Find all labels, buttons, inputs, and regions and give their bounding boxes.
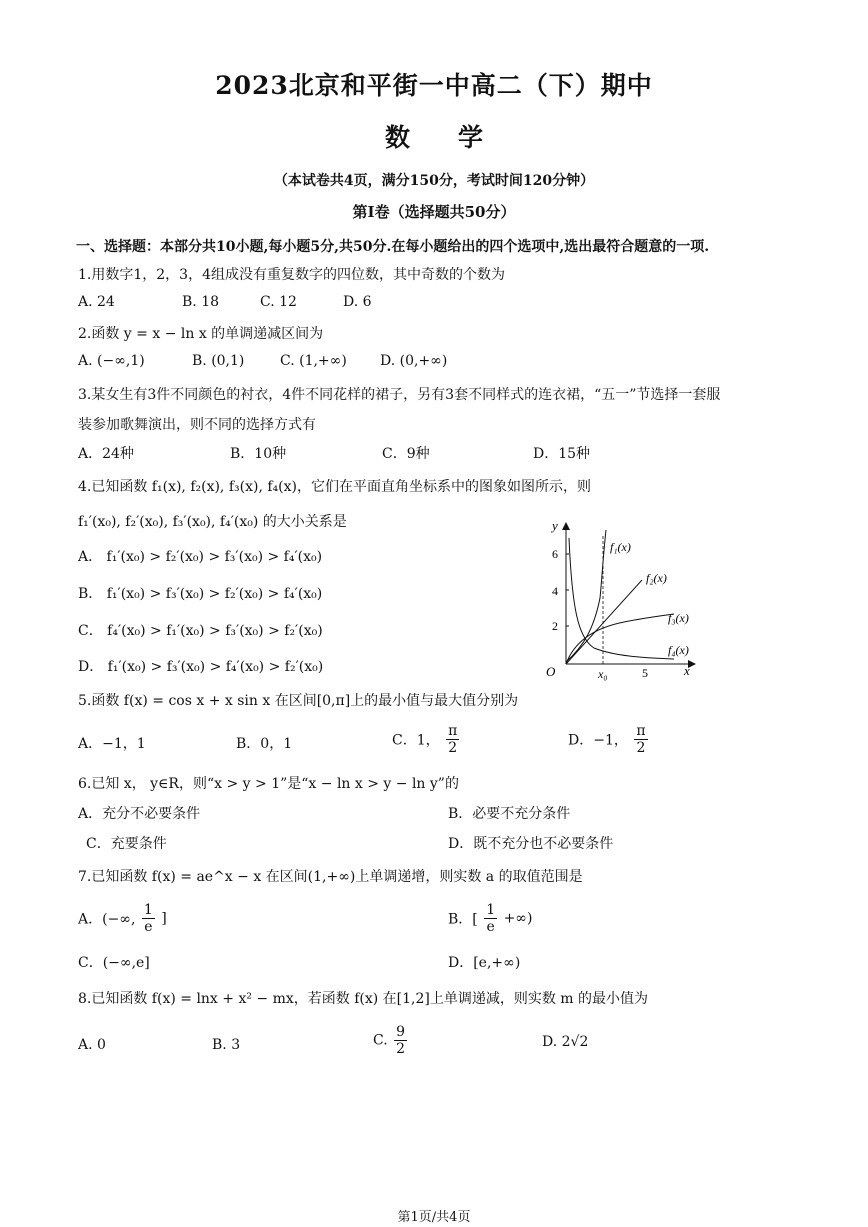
q6-option-a: A．充分不必要条件 xyxy=(78,806,201,822)
q2-option-c: C. (1,+∞) xyxy=(280,353,347,369)
q8-option-c-fraction xyxy=(394,1024,407,1057)
y-tick-4: 4 xyxy=(552,584,558,598)
origin-label: O xyxy=(546,664,556,679)
y-tick-6: 6 xyxy=(552,547,558,561)
x-tick-x0: x₀ xyxy=(598,667,608,681)
q3-option-d: D．15种 xyxy=(533,446,591,462)
q7-option-a-label: A．(−∞, xyxy=(78,911,136,928)
fraction-numerator: 1 xyxy=(143,902,153,918)
q5-option-d-label: D．−1， xyxy=(568,732,628,749)
fraction-denominator: 2 xyxy=(448,740,458,756)
q2-option-a: A. (−∞,1) xyxy=(78,353,145,369)
q7-option-a-fraction xyxy=(142,902,155,935)
q4-option-c: C． f₄′(x₀) > f₁′(x₀) > f₃′(x₀) > f₂′(x₀) xyxy=(78,623,323,639)
q3-option-a: A．24种 xyxy=(78,446,134,462)
q1-option-d: D. 6 xyxy=(343,294,372,310)
y-tick-2: 2 xyxy=(552,619,558,633)
q1-option-b: B. 18 xyxy=(182,294,220,310)
q5-option-c xyxy=(392,723,461,756)
page-footer: 第1页/共4页 xyxy=(397,1210,471,1225)
question-7-stem: 7.已知函数 f(x) = ae^x − x 在区间(1,+∞)上单调递增，则实数 a 的取值范围是 xyxy=(78,869,583,885)
q7-option-d: D．[e,+∞) xyxy=(448,955,521,971)
q8-option-a: A. 0 xyxy=(78,1037,106,1053)
label-f3: f₃(x) xyxy=(668,611,689,625)
q5-option-b: B．0，1 xyxy=(236,736,293,752)
q7-option-a xyxy=(78,902,167,935)
q5-option-c-label: C．1， xyxy=(392,732,440,749)
x-axis-label: x xyxy=(684,663,690,678)
x-tick-5: 5 xyxy=(642,666,648,680)
y-axis-label: y xyxy=(552,518,558,533)
fraction-numerator: π xyxy=(636,723,646,739)
q4-option-b: B． f₁′(x₀) > f₃′(x₀) > f₂′(x₀) > f₄′(x₀) xyxy=(78,586,323,602)
fraction-denominator: 2 xyxy=(636,740,646,756)
question-4-stem-line1: 4.已知函数 f₁(x), f₂(x), f₃(x), f₄(x)，它们在平面直角坐标系中的图象如图所示，则 xyxy=(78,479,591,495)
section-heading: 一、选择题：本部分共10小题,每小题5分,共50分.在每小题给出的四个选项中,选出最符合题意的一项. xyxy=(76,239,710,255)
fraction-denominator: e xyxy=(486,919,495,935)
fraction-numerator: 9 xyxy=(396,1024,406,1040)
question-1-stem: 1.用数字1，2，3，4组成没有重复数字的四位数，其中奇数的个数为 xyxy=(78,267,505,283)
fraction-numerator: π xyxy=(448,723,458,739)
function-graph xyxy=(534,518,704,682)
label-f4: f₄(x) xyxy=(668,643,689,657)
subject-heading: 数学 xyxy=(384,123,531,152)
q6-option-b: B．必要不充分条件 xyxy=(448,806,571,822)
part-heading: 第I卷（选择题共50分） xyxy=(352,203,516,221)
page-title: 2023北京和平街一中高二（下）期中 xyxy=(215,71,653,100)
q5-option-d xyxy=(568,723,650,756)
q5-option-a: A．−1，1 xyxy=(78,736,146,752)
q7-option-b xyxy=(448,902,532,935)
q3-option-c: C．9种 xyxy=(382,446,430,462)
fraction-numerator: 1 xyxy=(486,902,496,918)
q4-option-a: A． f₁′(x₀) > f₂′(x₀) > f₃′(x₀) > f₄′(x₀) xyxy=(78,549,323,565)
label-f1: f₁(x) xyxy=(610,540,631,554)
q7-option-b-close: +∞) xyxy=(503,910,533,927)
curve-f3 xyxy=(566,614,674,664)
q8-option-d: D. 2√2 xyxy=(542,1034,589,1050)
q6-option-c: C．充要条件 xyxy=(86,836,167,852)
q5-option-d-fraction xyxy=(634,723,647,756)
question-4-stem-line2: f₁′(x₀), f₂′(x₀), f₃′(x₀), f₄′(x₀) 的大小关系是 xyxy=(78,514,347,530)
question-3-stem-line1: 3.某女生有3件不同颜色的衬衣，4件不同花样的裙子，另有3套不同样式的连衣裙，“五一”节选择一套服 xyxy=(78,387,721,403)
question-3-stem-line2: 装参加歌舞演出，则不同的选择方式有 xyxy=(78,417,316,433)
exam-note: （本试卷共4页，满分150分，考试时间120分钟） xyxy=(273,173,595,189)
q7-option-a-close: ] xyxy=(161,910,167,927)
q5-option-c-fraction xyxy=(446,723,459,756)
q4-option-d: D． f₁′(x₀) > f₃′(x₀) > f₄′(x₀) > f₂′(x₀) xyxy=(78,659,324,675)
fraction-denominator: e xyxy=(144,919,153,935)
question-5-stem: 5.函数 f(x) = cos x + x sin x 在区间[0,π]上的最小值与最大值分别为 xyxy=(78,693,519,709)
question-2-stem: 2.函数 y = x − ln x 的单调递减区间为 xyxy=(78,326,324,342)
q2-option-b: B. (0,1) xyxy=(192,353,245,369)
q8-option-c-label: C. xyxy=(373,1032,388,1049)
q6-option-d: D．既不充分也不必要条件 xyxy=(448,836,614,852)
q2-option-d: D. (0,+∞) xyxy=(380,353,448,369)
fraction-denominator: 2 xyxy=(396,1041,406,1057)
q1-option-a: A. 24 xyxy=(78,294,115,310)
q8-option-b: B. 3 xyxy=(212,1037,241,1053)
question-8-stem: 8.已知函数 f(x) = lnx + x² − mx，若函数 f(x) 在[1,2]上单调递减，则实数 m 的最小值为 xyxy=(78,991,649,1007)
q7-option-b-label: B．[ xyxy=(448,911,478,928)
question-6-stem: 6.已知 x， y∈R，则“x > y > 1”是“x − ln x > y − ln y”的 xyxy=(78,776,459,792)
q7-option-b-fraction xyxy=(484,902,497,935)
q8-option-c xyxy=(373,1024,409,1057)
q7-option-c: C．(−∞,e] xyxy=(78,955,150,971)
q3-option-b: B．10种 xyxy=(230,446,287,462)
label-f2: f₂(x) xyxy=(646,571,667,585)
q1-option-c: C. 12 xyxy=(260,294,297,310)
